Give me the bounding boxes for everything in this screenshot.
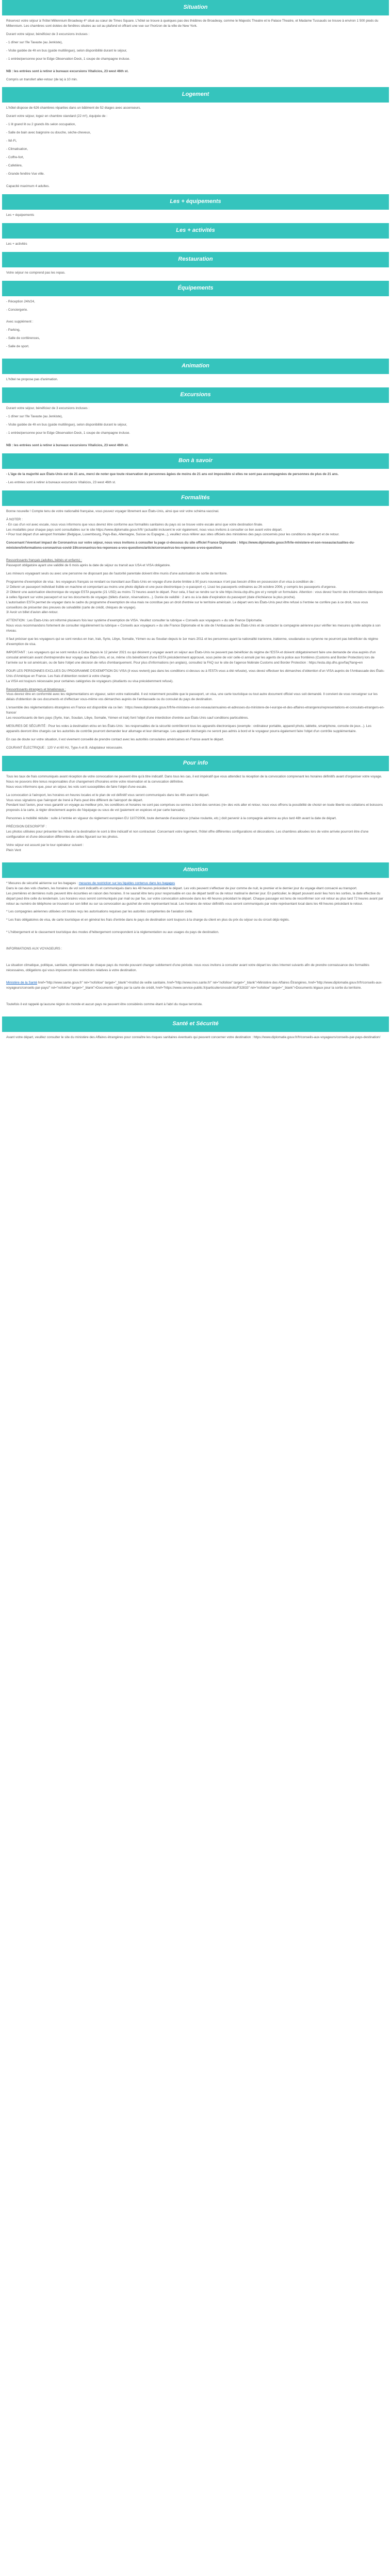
formalites-p: L'autorisation ESTA permet de voyager dans le cadre du programme d'exemption de visa mais ne constitue pas un droit d'entrée sur le territoire américain. Le départ vers les États-Unis peut être refusé si l'entrée ne confère pas à ce droit, nous vous conseillons de présenter des preuves de solvabilité (carte de crédit, chèques de voyage). xyxy=(6,600,368,609)
section-title-formalites: Formalités xyxy=(2,490,389,506)
formalites-p: 1/ Détenir un passeport individuel lisible en machine et comportant au moins une photo digitale et une puce électronique (« e-passport »). Lisez les passeports ordinaires au 26 octobre 2006, y compris les passeports d'urgence. xyxy=(6,585,337,589)
animation-section xyxy=(2,374,389,387)
formalites-p: La VISA est toujours nécessaire pour certaines catégories de voyageurs (étudiants ou visa précédemment refusé). xyxy=(6,679,173,683)
situation-excursions-intro: Durant votre séjour, bénéficiez de 3 excursions incluses : xyxy=(6,32,90,36)
equipements-extra-item: - Salle de conférences, xyxy=(6,336,40,341)
section-title-sante: Santé et Sécurité xyxy=(2,1016,389,1032)
pour-info-p: Nous ne pouvons être tenus responsables d'un changement d'horaires entre votre réservation et la convocation définitive. xyxy=(6,779,184,784)
formalites-p: Ressortissants étrangers et binationaux : xyxy=(6,687,66,691)
formalites-p: Nous vous recommandons fortement de consulter régulièrement la rubrique « Conseils aux voyageurs » du site France Diplomatie et le site de l'Ambassade des États-Unis et de contacter la compagnie aérienne pour vérifier les mesures qu'elle adopte à son niveau. xyxy=(6,624,381,633)
formalites-p: À NOTER : xyxy=(6,517,23,521)
logement-item: - Grande fenêtre Vue ville. xyxy=(6,172,45,176)
section-title-restauration: Restauration xyxy=(2,252,389,267)
attention-section xyxy=(2,878,389,1016)
formalites-p: Les modalités pour chaque pays sont consultables sur le site https://www.diplomatie.gouv.fr/fr/ (actualité inclusent le voir également, nous vous invitons à consulter ce lien avant votre départ. xyxy=(6,528,283,532)
section-title-logement: Logement xyxy=(2,87,389,103)
formalites-p: Concernant l'éventuel impact de Coronavirus sur votre séjour, nous vous invitons à consulter la page ci-dessous du site officiel France Diplomatie : https://www.diplomatie.gouv.fr/fr/le-ministere-et-son-reseau/actualites-du-ministere/informations-coronavirus-covid-19/coronavirus-les-reponses-a-vos-questions/article/coronavirus-les-reponses-a-vos-questions xyxy=(6,541,355,550)
attention-links xyxy=(6,980,385,991)
excursions-section xyxy=(2,403,389,453)
equipements-item: - Réception 24h/24, xyxy=(6,299,35,303)
section-title-pour-info: Pour info xyxy=(2,756,389,771)
attention-p: INFORMATIONS AUX VOYAGEURS : xyxy=(6,947,62,951)
ministere-sante-link[interactable]: Ministère de la Santé xyxy=(6,980,38,985)
attention-p: Les premières et dernières nuits peuvent être écourtées en raison des horaires. Il ne saurait être tenu pour responsable en cas de départ tardif ou de retour matinal le dernier jour. En particulier, le départ pouvant avoir lieu hors les sorties, la date effective du départ peut être celle du lendemain. Les horaires vous seront communiqués par mail ou par fax, sur votre convocation adressée dans les 48 heures précédant le départ. Chaque passager est tenu de reconfirmer son vol retour au plus tard 72 heures avant par retour au numéro de téléphone se trouvant sur son billet ou sur sa convocation au guichet de votre représentant local. Les horaires de retour définitifs vous seront communiqués par votre représentant local dans les 48 heures précédant le retour. xyxy=(6,891,383,906)
section-title-bon-a-savoir: Bon à savoir xyxy=(2,453,389,469)
section-title-attention: Attention xyxy=(2,862,389,878)
logement-capacity: Capacité maximum 4 adultes. xyxy=(6,184,50,188)
formalites-p: 2/ Obtenir une autorisation électronique de voyage ESTA payante (21 USD) au moins 72 heures avant le départ. Pour cela, il faut se rendre sur le site https://esta.cbp.dhs.gov et y remplir un formulaire. Attention : vous devez fournir des informations identiques à celles figurant sur votre passeport et sur les documents de voyages (billets d'avion, réservations...). Durée de validité : 2 ans ou à la date d'expiration du passeport (date d'échéance la plus proche). xyxy=(6,590,383,599)
pour-info-p: Nous vous informons que, pour un séjour, les vols sont susceptibles de faire l'objet d'une escale. xyxy=(6,785,147,789)
situation-nb: NB : les entrées sont à retirer à bureaux excursions Vitalicios, 23 west 46th st. xyxy=(6,69,129,73)
logement-intro: L'hôtel dispose de 626 chambres réparties dans un bâtiment de 52 étages avec ascenseurs. xyxy=(6,106,141,110)
logement-item: - Wi-Fi, xyxy=(6,139,17,143)
pour-info-p: Pendant tout l'avion, pour vous garantir un voyage au meilleur prix, les conditions et horaires ne sont pas comprises ou servies à bord des services (ni« des vols aller et retour, nous vous offrons la possibilité de choisir en toute liberté vos collations et boissons proposés à la carte, à régler directement auprès de l'équipage ou sous de vol (paiement en espèces et par carte bancaire). xyxy=(6,803,383,812)
pour-info-p: Personnes à mobilité réduite : suite à l'entrée en vigueur du règlement européen EU 1107/2006, toute demande d'assistance (chaise roulante, etc.) doit parvenir à la compagnie aérienne au plus tard 48h avant la date de départ. xyxy=(6,817,337,821)
equipements-plus-text: Les + équipements xyxy=(6,213,35,217)
equipements-plus-section xyxy=(2,210,389,223)
bon-a-savoir-section xyxy=(2,469,389,490)
logement-item: - 1 lit grand lit ou 2 grands lits selon occupation, xyxy=(6,123,76,127)
section-title-activites-plus: Les + activités xyxy=(2,223,389,239)
pour-info-p: Les photos utilisées pour présenter les hôtels et la destination le sont à titre indicatif et non contractuel. Concernant votre logement, l'hôtel offre différentes configurations et décorations. Les chambres allouées lors de votre arrivée pourront être d'une configuration et d'une décoration différentes de celles figurant sur les photos. xyxy=(6,830,369,839)
attention-p: Dans le cas des vols charters, les horaires de vol sont indicatifs et communiqués dans les 48 heures précédant le départ. Les vols peuvent s'effectuer de jour comme de nuit, le premier et le dernier jour du voyage étant consacré au transport. xyxy=(6,886,357,890)
attention-security xyxy=(6,881,385,886)
formalites-p: • Pour tout départ d'un aéroport frontalier (Belgique, Luxembourg, Pays-Bas, Allemagne, Suisse ou Espagne...), veuillez vous référer aux sites officiels des ministères des pays concernés pour les conditions de départ et de retour. xyxy=(6,533,339,537)
section-title-equipements-plus: Les + équipements xyxy=(2,194,389,210)
attention-security-label: * Mesures de sécurité aérienne sur les bagages : xyxy=(6,881,79,885)
pour-info-section xyxy=(2,771,389,862)
liquid-restrictions-link[interactable]: mesures de restriction sur les liquides contenus dans les bagages xyxy=(78,881,175,885)
excursions-item: - 1 dîner sur l'île Tavaste (au Jenkiste), xyxy=(6,415,63,419)
formalites-p: COURANT ÉLECTRIQUE : 120 V et 60 Hz, Type A et B. Adaptateur nécessaire. xyxy=(6,745,123,750)
logement-item: - Salle de bain avec baignoire ou douche, sèche-cheveux, xyxy=(6,131,91,135)
logement-room-intro: Durant votre séjour, logez en chambre standard (22 m²), équipée de : xyxy=(6,114,108,118)
equipements-section xyxy=(2,296,389,359)
activites-plus-text: Les + activités xyxy=(6,242,27,246)
formalites-p: 3/ Avoir un billet d'avion aller-retour. xyxy=(6,611,58,615)
equipements-extra-item: - Parking, xyxy=(6,328,21,332)
pour-info-p: Votre séjour est assuré par le tour opérateur suivant : xyxy=(6,843,84,847)
pour-info-p: Plein Vent xyxy=(6,848,21,852)
section-title-excursions: Excursions xyxy=(2,387,389,403)
formalites-p: - En cas d'un vol avec escale, nous vous informons que vous devrez être conforme aux formalités sanitaires du pays où se trouve votre escale ainsi que votre destination finale. xyxy=(6,522,263,527)
formalites-p: Les ressortissants de tiers pays (Syrie, Iran, Soudan, Libye, Somalie, Yémen et Irak) font l'objet d'une interdiction d'entrée aux États-Unis sauf conditions particulières. xyxy=(6,716,249,720)
animation-text: L'hôtel ne propose pas d'animation. xyxy=(6,378,58,382)
formalites-p: Passeport obligatoire ayant une validité de 6 mois après la date de séjour ou transit aux USA et VISA obligatoire. xyxy=(6,564,171,568)
formalites-p: MESURES DE SÉCURITÉ : Pour les voles à destination et/ou en les États-Unis : les responsables de la sécurité contrôleront tous les appareils électroniques (exemple : ordinateur portable, appareil photo, tablette, smartphone, console de jeux...). Les appareils devront être chargés car les autorités de contrôle pourront demander leur allumage et leur démarrage. Les appareils déchargés ne seront pas admis à bord et le voyageur pourra également faire l'objet d'un contrôle supplémentaire. xyxy=(6,724,371,733)
attention-links-rest: href="http://www.sante.gouv.fr" rel="nofollow" target="_blank">Institut de veille sanitaire, href="http://www.invs.sante.fr/" rel="nofollow" target="_blank">Ministère des Affaires Étrangères, href="http://www.diplomatie.gouv.fr/fr/conseils-aux-voyageurs/conseils-par-pays/" rel="nofollow" target="_blank">Documents réglés par la carte de crédit, href="https://www.service-public.fr/particuliers/vosdroits/F32833" rel="nofollow" target="_blank">Documents légaux pour la sortie du territoire. xyxy=(6,980,383,990)
situation-section xyxy=(2,15,389,87)
attention-p: * L'hébergement et le classement touristique des modes d'hébergement correspondent à la réglementation ou aux usages du pays de destination. xyxy=(6,930,219,935)
situation-item: - 1 dîner sur l'île Tavaste (au Jenkiste), xyxy=(6,40,63,44)
restauration-section xyxy=(2,267,389,281)
formalites-p: En cas de doute sur votre situation, il est vivement conseillé de prendre contact avec les autorités consulaires américaines en France avant le départ. xyxy=(6,737,224,741)
attention-p: Toutefois il est rappelé qu'aucune région du monde et aucun pays ne peuvent être considérés comme étant à l'abri du risque terroriste. xyxy=(6,1002,203,1006)
formalites-p: L'ensemble des réglementations étrangères en France est disponible via ce lien : https://www.diplomatie.gouv.fr/fr/le-ministere-et-son-reseau/annuaires-et-adresses-du-ministere-de-l-europe-et-des-affaires-etrangeres/representations-et-consulats-etrangers-en-france/ xyxy=(6,706,385,715)
formalites-p: Il faut préciser que les voyageurs qui se sont rendus en Iran, Irak, Syrie, Libye, Somalie, Yémen ou au Soudan depuis le 1er mars 2011 et les personnes ayant la nationalité iranienne, irakienne, soudanaise ou syrienne ne pourront pas bénéficier du régime d'exemption de visa. xyxy=(6,637,378,647)
restauration-text: Votre séjour ne comprend pas les repas. xyxy=(6,270,66,275)
sante-section xyxy=(2,1032,389,1045)
excursions-intro: Durant votre séjour, bénéficiez de 3 excursions incluses : xyxy=(6,406,90,411)
situation-transfer: Compris un transfert aller-retour (de la) à 10 min. xyxy=(6,77,78,81)
formalites-p: IMPORTANT : Les voyageurs qui se sont rendus à Cuba depuis le 12 janvier 2021 ou qui désirent y voyager avant un séjour aux États-Unis ne peuvent pas bénéficier du régime de l'ESTA et doivent obligatoirement faire une demande de visa auprès d'un consulat américain avant d'entreprendre leur voyage aux États-Unis, et ce, même s'ils bénéficient d'une ESTA précédemment approuvé, sous peine de voir celle-ci annulé par les agents de la police aux frontières (Customs and Border Protection) lors de l'arrivée sur le sol américain, ou de faire l'objet une décision de refus d'embarquement. Pour plus d'informations (en anglais), consultez la FAQ sur le site de l'agence fédérale Customs and Border Protection : https://esta.cbp.dhs.gov/faq?lang=en xyxy=(6,651,376,665)
equipements-item: - Conciergerie. xyxy=(6,308,28,312)
bon-a-savoir-item: - L'âge de la majorité aux États-Unis est de 21 ans, merci de noter que toute réservation de personnes âgées de moins de 21 ans est impossible si elles ne sont pas accompagnées de personnes de plus de 21 ans. xyxy=(6,472,339,476)
situation-item: - Visite guidée de 4h en bus (guide multilingue), selon disponibilité durant le séjour, xyxy=(6,48,127,53)
section-title-situation: Situation xyxy=(2,0,389,15)
attention-p: La situation climatique, politique, sanitaire, réglementaire de chaque pays du monde pouvant changer subitement d'une période. nous vous invitons à consulter avant votre départ les sites Internet suivants afin de prendre connaissance des formalités nécessaires, obligations qui vous imposeront des restrictions relatives à votre destination. xyxy=(6,963,369,973)
formalites-p: Les mineurs voyageant seuls ou avec une personne ne disposant pas de l'autorité parentale doivent être munis d'une autorisation de sortie de territoire. xyxy=(6,572,228,576)
formalites-p: Bonne nouvelle ! Compte tenu de votre nationalité française, vous pouvez voyager librement aux États-Unis, ainsi que voir votre schéma vaccinal. xyxy=(6,509,219,513)
attention-p: * Les compagnies aériennes utilisées ont toutes reçu les autorisations requises par les autorités compétentes de l'aviation civile. xyxy=(6,910,193,914)
bon-a-savoir-item: - Les entrées sont à retirer à bureaux excursions Vitalicios, 23 west 46th st. xyxy=(6,480,116,484)
section-title-equipements: Équipements xyxy=(2,281,389,296)
formalites-section xyxy=(2,506,389,756)
formalites-p: POUR LES PERSONNES EXCLUES DU PROGRAMME D'EXEMPTION DU VISA (il vous revient) pas dans les conditions ci-dessus ou à l'ESTA vous a été refusée), vous devez effectuer les démarches d'obtention d'un VISA auprès de l'Ambassade des États-Unis d'Amérique en France. Les frais d'obtention restent à votre charge. xyxy=(6,669,385,678)
section-title-animation: Animation xyxy=(2,359,389,374)
equipements-extra-item: - Salle de sport. xyxy=(6,345,29,349)
excursions-item: - Visite guidée de 4h en bus (guide multilingue), selon disponibilité durant le séjour, xyxy=(6,423,127,427)
formalites-p: Vous devrez être en conformité avec les réglementations en vigueur, selon votre nationalité. Il est notamment possible que le passeport, un visa, une carte touristique ou tout autre document officiel vous soit demandé. Il convient de vous renseigner sur les délais d'obtention de ces documents et d'effectuer vous-même vos démarches auprès de l'ambassade ou du consulat du pays de destination. xyxy=(6,692,378,702)
equipements-extra-label: Avec supplément : xyxy=(6,320,34,324)
logement-item: - Coffre-fort, xyxy=(6,156,24,159)
situation-item: - 1 entrée/personne pour le Edge Observation Deck, 1 coupe de champagne incluse. xyxy=(6,57,131,61)
situation-intro: Réservez votre séjour à l'hôtel Millennium Broadway 4* situé au cœur de Times Square. L'hôtel se trouve à quelques pas des théâtres de Broadway, comme le Majestic Theatre et le Palace Theatre, et Madame Tussauds se trouve à environ 1 500 pieds du Millennium. Les chambres sont dotées de fenêtres situées au sol au plafond et offrant une vue sur l'horizon de la ville de New York. xyxy=(6,19,379,28)
formalites-p: Programme d'exemption de visa : les voyageurs français se rendant ou transitant aux États-Unis en voyage d'une durée limitée à 90 jours nouveaux n'ont pas besoin d'être en possession d'un visa à condition de : xyxy=(6,580,316,584)
excursions-nb: NB : les entrées sont à retirer à bureaux excursions Vitalicios, 23 west 46th st. xyxy=(6,443,129,447)
pour-info-p: Vous vous signalons que l'aéroport de Irené à Paris peut être différent de l'aéroport de départ. xyxy=(6,798,143,802)
pour-info-p: PRÉCISION DESCRIPTIF : xyxy=(6,825,47,829)
pour-info-p: La convocation à l'aéroport, les horaires en heures locales et le plan de vol définitif vous seront communiqués dans les 48h avant le départ. xyxy=(6,793,209,797)
formalites-p: ATTENTION : Les États-Unis ont réformé plusieurs fois leur système d'exemption de VISA. Veuillez consulter la rubrique « Conseils aux voyageurs » du site France Diplomatie. xyxy=(6,619,263,623)
attention-p: * Les frais obligatoires de visa, de carte touristique et en général les frais d'entrée dans le pays de destination sont toujours à la charge du client en plus du prix du séjour ou du circuit déjà réglés. xyxy=(6,918,290,922)
logement-item: - Climatisation, xyxy=(6,147,28,151)
activites-plus-section xyxy=(2,239,389,252)
logement-section xyxy=(2,103,389,194)
excursions-item: - 1 entrée/personne pour le Edge Observation Deck, 1 coupe de champagne incluse. xyxy=(6,431,131,435)
pour-info-p: Tous les taux de frais communiqués avant réception de votre convocation ne peuvent être qu'à titre indicatif. Dans tous les cas, il est impératif que vous attendiez la réception de la convocation comprenant les horaires définitifs avant d'organiser votre voyage. xyxy=(6,774,382,778)
sante-p: Avant votre départ, veuillez consulter le site du ministère des Affaires étrangères pour connaître les risques sanitaires éventuels qui peuvent concerner votre destination : https://www.diplomatie.gouv.fr/fr/conseils-aux-voyageurs/conseils-par-pays-destination/ xyxy=(6,1035,381,1039)
logement-item: - Cafetière, xyxy=(6,163,23,167)
formalites-p: Ressortissants français (adultes, bébés et enfants) : xyxy=(6,558,83,563)
